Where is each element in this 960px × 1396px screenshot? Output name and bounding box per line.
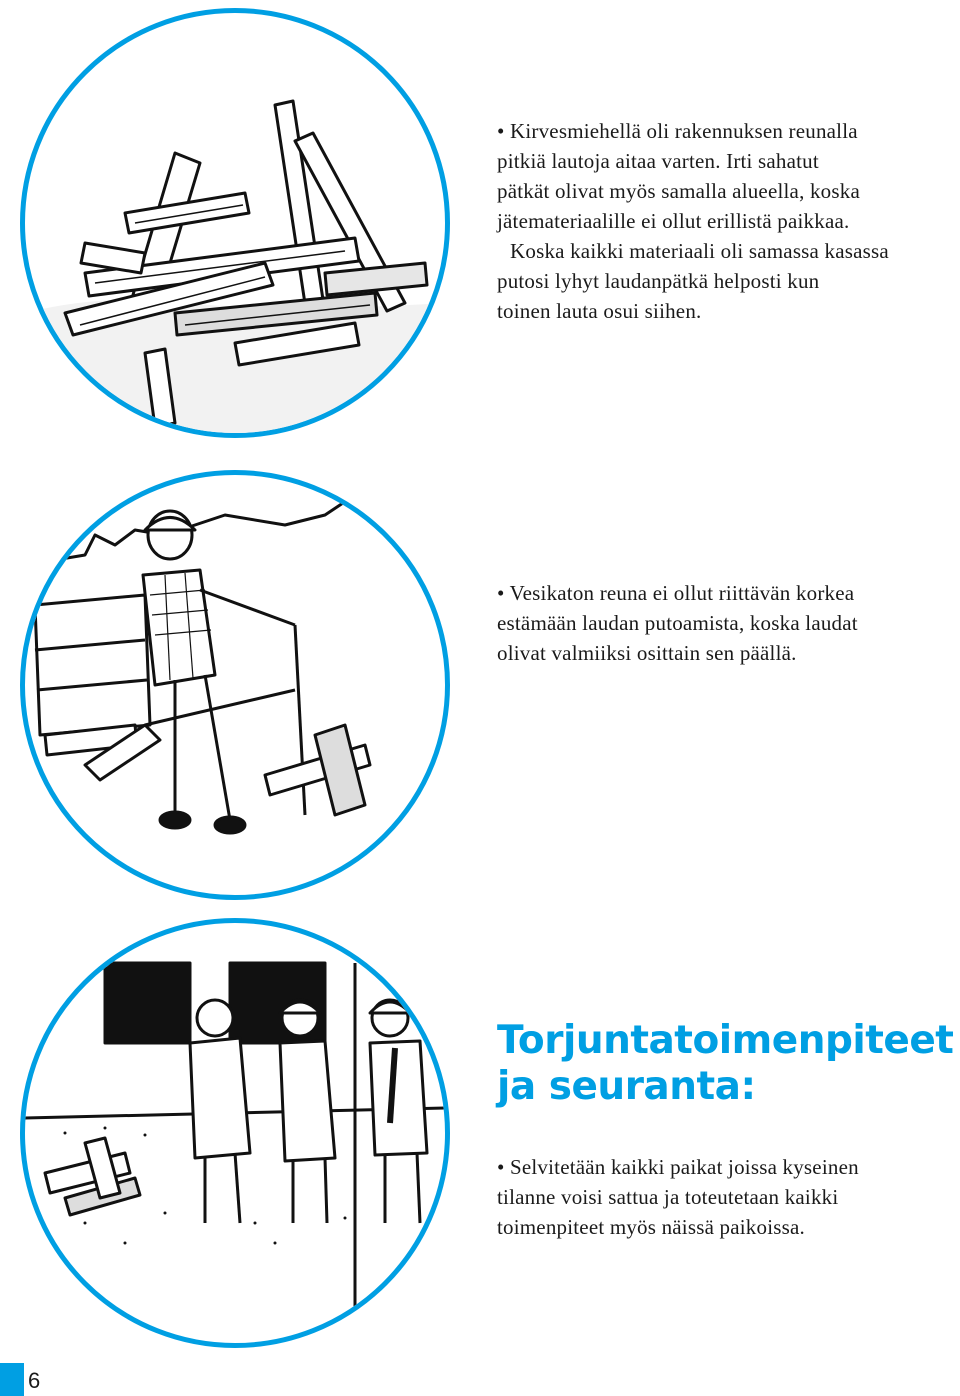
illustration-three-workers	[20, 918, 450, 1348]
section3-line: toimenpiteet myös näissä paikoissa.	[497, 1215, 805, 1239]
section1-line: jätemateriaalille ei ollut erillistä paikkaa.	[497, 209, 850, 233]
section1-line: pätkät olivat myös samalla alueella, koska	[497, 179, 860, 203]
section1-text	[497, 116, 957, 326]
section1-line: Koska kaikki materiaali oli samassa kasassa	[510, 239, 889, 263]
three-workers-drawing	[25, 923, 445, 1343]
section3-line: • Selvitetään kaikki paikat joissa kyseinen	[497, 1155, 859, 1179]
section1-line: pitkiä lautoja aitaa varten. Irti sahatut	[497, 149, 819, 173]
roof-worker-drawing	[25, 475, 445, 895]
board-pile-drawing	[25, 13, 445, 433]
section3-line: tilanne voisi sattua ja toteutetaan kaikki	[497, 1185, 839, 1209]
section2-line: olivat valmiiksi osittain sen päällä.	[497, 641, 797, 665]
page-number-bar	[0, 1363, 24, 1396]
section3-text	[497, 1152, 957, 1242]
illustration-board-pile	[20, 8, 450, 438]
section1-line: putosi lyhyt laudanpätkä helposti kun	[497, 269, 820, 293]
section3-heading	[497, 1018, 957, 1110]
heading-line-2: ja seuranta:	[497, 1064, 756, 1109]
heading-line-1: Torjuntatoimenpiteet	[497, 1018, 954, 1063]
section2-line: estämään laudan putoamista, koska laudat	[497, 611, 858, 635]
section1-line: toinen lauta osui siihen.	[497, 299, 702, 323]
section2-text	[497, 578, 957, 668]
section2-line: • Vesikaton reuna ei ollut riittävän korkea	[497, 581, 855, 605]
page-number: 6	[28, 1368, 41, 1393]
illustration-roof-worker	[20, 470, 450, 900]
section1-line: • Kirvesmiehellä oli rakennuksen reunalla	[497, 119, 858, 143]
